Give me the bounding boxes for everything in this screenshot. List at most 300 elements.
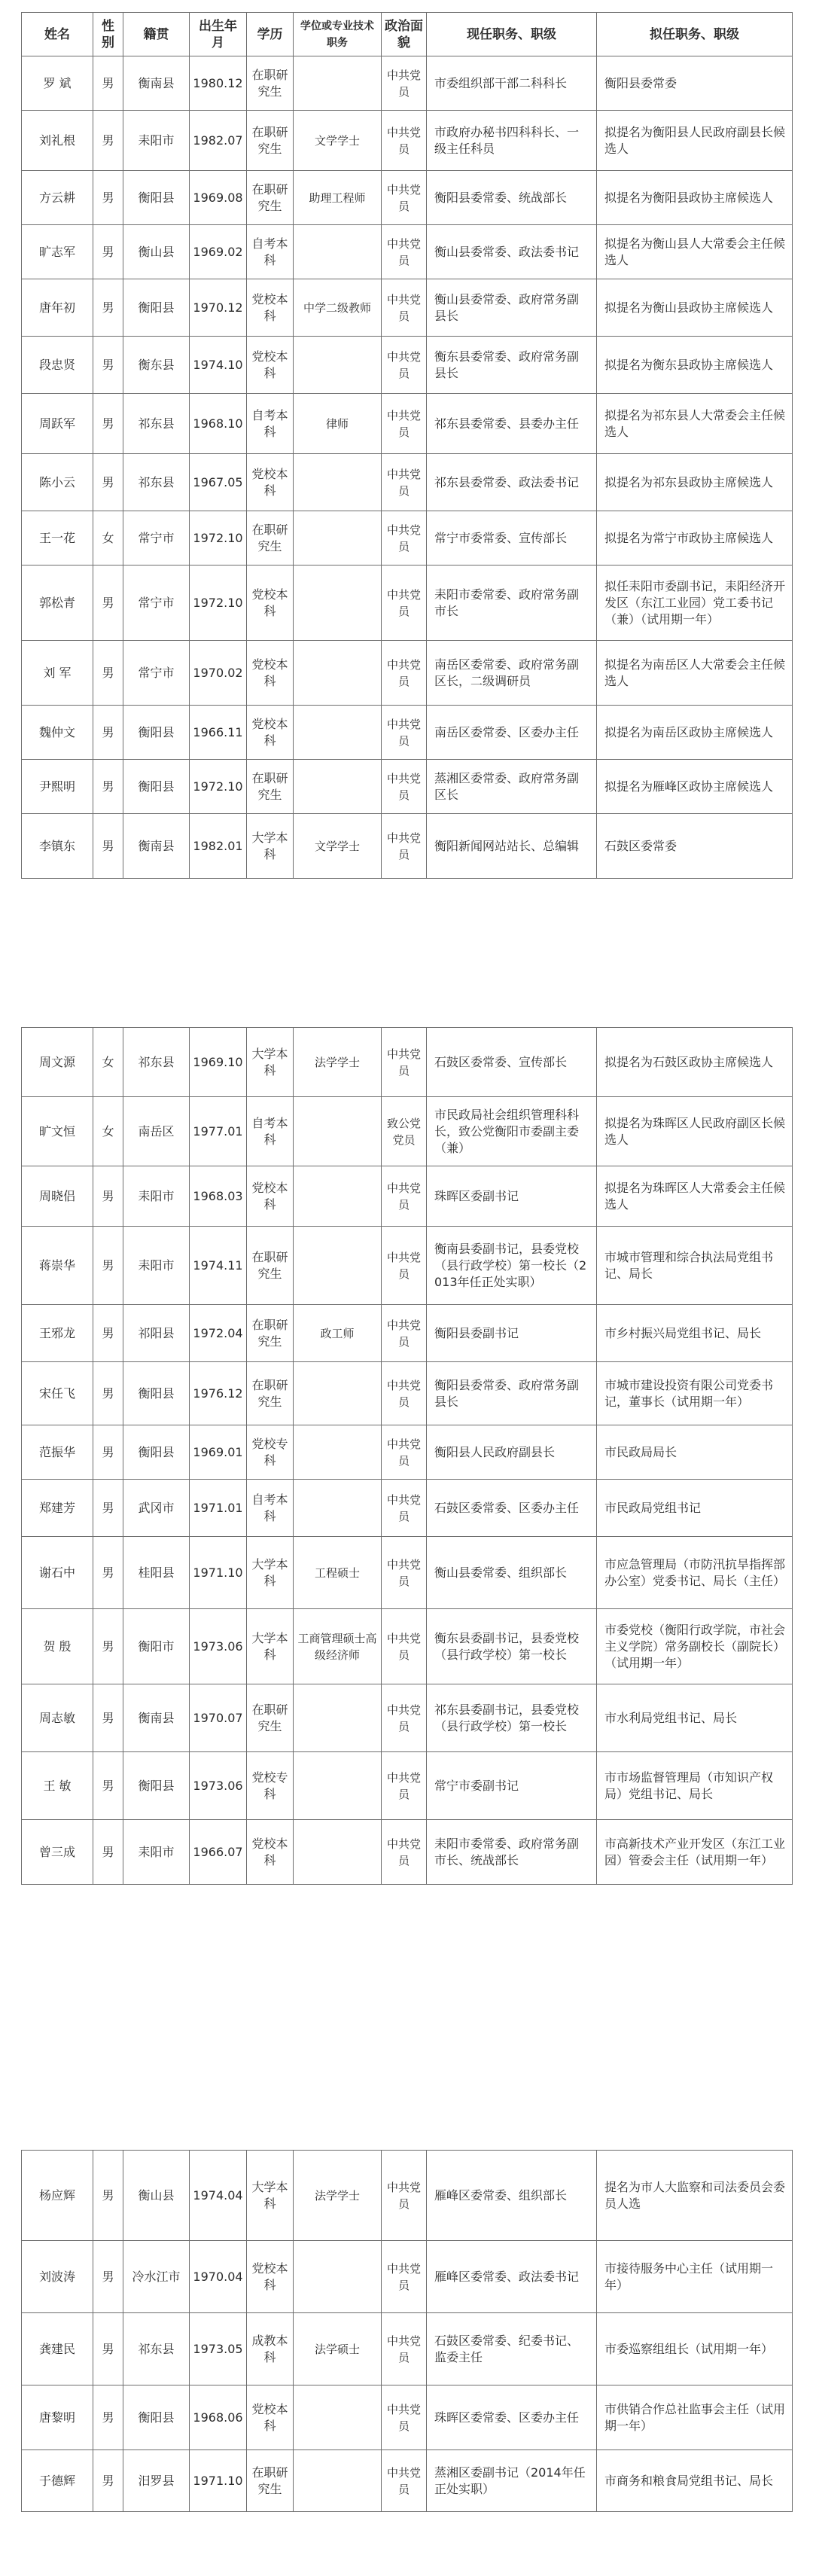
- cell-native-place: 衡东县: [123, 337, 190, 394]
- cell-birth: 1969.02: [190, 225, 247, 279]
- cell-education: 在职研究生: [247, 1305, 294, 1362]
- cell-proposed-post: 拟提名为常宁市政协主席候选人: [597, 511, 793, 566]
- cell-education: 党校专科: [247, 1752, 294, 1820]
- table-row: [22, 1028, 793, 1097]
- cell-name: 旷志军: [22, 225, 93, 279]
- cell-native-place: 祁东县: [123, 1028, 190, 1097]
- cell-education: 在职研究生: [247, 1227, 294, 1305]
- cell-native-place: 衡南县: [123, 1684, 190, 1752]
- cell-name: 龚建民: [22, 2313, 93, 2385]
- cell-gender: 男: [93, 394, 123, 454]
- cell-degree: [294, 1166, 382, 1227]
- cell-native-place: 祁东县: [123, 2313, 190, 2385]
- cell-current-post: 蒸湘区委副书记（2014年任正处实职）: [427, 2450, 597, 2512]
- cell-gender: 男: [93, 1227, 123, 1305]
- table-row: [22, 394, 793, 454]
- cell-gender: 男: [93, 1305, 123, 1362]
- cell-current-post: 南岳区委常委、政府常务副区长，二级调研员: [427, 641, 597, 706]
- cell-name: 贺 殷: [22, 1609, 93, 1684]
- cell-degree: 律师: [294, 394, 382, 454]
- cell-proposed-post: 市城市管理和综合执法局党组书记、局长: [597, 1227, 793, 1305]
- cell-name: 刘波涛: [22, 2241, 93, 2313]
- cell-political-status: 中共党员: [382, 1820, 427, 1885]
- cell-native-place: 武冈市: [123, 1480, 190, 1537]
- cell-political-status: 中共党员: [382, 511, 427, 566]
- cell-education: 党校本科: [247, 641, 294, 706]
- cell-political-status: 致公党党员: [382, 1097, 427, 1166]
- cell-political-status: 中共党员: [382, 225, 427, 279]
- cell-gender: 男: [93, 2313, 123, 2385]
- table-row: [22, 1480, 793, 1537]
- cell-proposed-post: 拟提名为祁东县政协主席候选人: [597, 454, 793, 511]
- table-row: [22, 2151, 793, 2241]
- cell-name: 于德辉: [22, 2450, 93, 2512]
- cell-education: 自考本科: [247, 394, 294, 454]
- cell-birth: 1969.08: [190, 171, 247, 225]
- cell-proposed-post: 拟提名为南岳区人大常委会主任候选人: [597, 641, 793, 706]
- cell-current-post: 珠晖区委常委、区委办主任: [427, 2385, 597, 2450]
- cell-name: 周志敏: [22, 1684, 93, 1752]
- cell-gender: 男: [93, 2241, 123, 2313]
- cell-political-status: 中共党员: [382, 2241, 427, 2313]
- cell-gender: 男: [93, 2450, 123, 2512]
- cell-gender: 男: [93, 2385, 123, 2450]
- cell-education: 自考本科: [247, 225, 294, 279]
- cell-gender: 男: [93, 171, 123, 225]
- cell-current-post: 石鼓区委常委、区委办主任: [427, 1480, 597, 1537]
- cell-gender: 男: [93, 454, 123, 511]
- cell-birth: 1971.10: [190, 2450, 247, 2512]
- cell-political-status: 中共党员: [382, 1362, 427, 1425]
- cell-current-post: 石鼓区委常委、纪委书记、监委主任: [427, 2313, 597, 2385]
- table-row: [22, 1752, 793, 1820]
- cell-gender: 男: [93, 1752, 123, 1820]
- table-row: [22, 1425, 793, 1480]
- cell-current-post: 耒阳市委常委、政府常务副市长: [427, 566, 597, 641]
- cell-native-place: 衡阳县: [123, 706, 190, 760]
- cell-birth: 1970.07: [190, 1684, 247, 1752]
- cell-current-post: 衡山县委常委、组织部长: [427, 1537, 597, 1609]
- column-header: 拟任职务、职级: [597, 13, 793, 56]
- cell-birth: 1972.04: [190, 1305, 247, 1362]
- cell-education: 党校本科: [247, 337, 294, 394]
- table-row: [22, 1820, 793, 1885]
- cell-birth: 1982.01: [190, 814, 247, 879]
- cell-proposed-post: 市民政局局长: [597, 1425, 793, 1480]
- cell-name: 罗 斌: [22, 56, 93, 111]
- column-header: 姓名: [22, 13, 93, 56]
- cell-degree: [294, 1820, 382, 1885]
- cell-current-post: 祁东县委副书记，县委党校（县行政学校）第一校长: [427, 1684, 597, 1752]
- table-row: [22, 706, 793, 760]
- cell-native-place: 祁东县: [123, 394, 190, 454]
- cell-gender: 男: [93, 1362, 123, 1425]
- cell-current-post: 衡东县委副书记，县委党校（县行政学校）第一校长: [427, 1609, 597, 1684]
- cell-native-place: 衡阳县: [123, 760, 190, 814]
- table-row: [22, 1097, 793, 1166]
- cell-gender: 男: [93, 706, 123, 760]
- cell-degree: 文学学士: [294, 814, 382, 879]
- cell-gender: 男: [93, 225, 123, 279]
- cell-native-place: 衡阳县: [123, 1752, 190, 1820]
- column-header: 出生年月: [190, 13, 247, 56]
- cell-political-status: 中共党员: [382, 394, 427, 454]
- table-row: [22, 2450, 793, 2512]
- cell-current-post: 石鼓区委常委、宣传部长: [427, 1028, 597, 1097]
- cell-proposed-post: 市水利局党组书记、局长: [597, 1684, 793, 1752]
- cell-proposed-post: 拟提名为珠晖区人大常委会主任候选人: [597, 1166, 793, 1227]
- cell-degree: [294, 566, 382, 641]
- cell-name: 段忠贤: [22, 337, 93, 394]
- cell-political-status: 中共党员: [382, 760, 427, 814]
- cell-degree: 法学学士: [294, 2151, 382, 2241]
- cell-proposed-post: 市乡村振兴局党组书记、局长: [597, 1305, 793, 1362]
- cell-current-post: 雁峰区委常委、组织部长: [427, 2151, 597, 2241]
- cell-birth: 1974.10: [190, 337, 247, 394]
- cell-degree: [294, 225, 382, 279]
- cell-name: 唐黎明: [22, 2385, 93, 2450]
- cell-current-post: 衡山县委常委、政法委书记: [427, 225, 597, 279]
- cell-current-post: 衡阳县委常委、政府常务副县长: [427, 1362, 597, 1425]
- cell-birth: 1972.10: [190, 566, 247, 641]
- cell-degree: 法学学士: [294, 1028, 382, 1097]
- cell-birth: 1977.01: [190, 1097, 247, 1166]
- cell-birth: 1973.06: [190, 1609, 247, 1684]
- cell-native-place: 衡南县: [123, 814, 190, 879]
- cell-native-place: 衡山县: [123, 2151, 190, 2241]
- cell-degree: [294, 454, 382, 511]
- cell-proposed-post: 市市场监督管理局（市知识产权局）党组书记、局长: [597, 1752, 793, 1820]
- cell-gender: 男: [93, 760, 123, 814]
- cell-gender: 男: [93, 1684, 123, 1752]
- cell-political-status: 中共党员: [382, 1752, 427, 1820]
- cell-education: 党校本科: [247, 1166, 294, 1227]
- cell-degree: [294, 1227, 382, 1305]
- cell-name: 宋任飞: [22, 1362, 93, 1425]
- table-row: [22, 2385, 793, 2450]
- header-row: [22, 13, 793, 56]
- cell-political-status: 中共党员: [382, 1227, 427, 1305]
- cell-education: 党校本科: [247, 454, 294, 511]
- cell-native-place: 耒阳市: [123, 111, 190, 171]
- cell-native-place: 衡阳县: [123, 1362, 190, 1425]
- table-row: [22, 814, 793, 879]
- cell-current-post: 衡山县委常委、政府常务副县长: [427, 279, 597, 337]
- cell-name: 曾三成: [22, 1820, 93, 1885]
- cell-education: 在职研究生: [247, 511, 294, 566]
- cell-proposed-post: 石鼓区委常委: [597, 814, 793, 879]
- table-block-3: [21, 2150, 792, 2512]
- cell-name: 谢石中: [22, 1537, 93, 1609]
- cell-proposed-post: 拟提名为衡山县政协主席候选人: [597, 279, 793, 337]
- cell-education: 党校本科: [247, 566, 294, 641]
- cell-gender: 男: [93, 1425, 123, 1480]
- cell-native-place: 衡阳县: [123, 1425, 190, 1480]
- cell-gender: 男: [93, 1820, 123, 1885]
- cell-education: 大学本科: [247, 1609, 294, 1684]
- cell-gender: 男: [93, 337, 123, 394]
- cell-proposed-post: 市高新技术产业开发区（东江工业园）管委会主任（试用期一年）: [597, 1820, 793, 1885]
- cell-degree: [294, 1752, 382, 1820]
- cell-proposed-post: 市商务和粮食局党组书记、局长: [597, 2450, 793, 2512]
- cell-gender: 男: [93, 279, 123, 337]
- column-header: 学位或专业技术职务: [294, 13, 382, 56]
- cell-native-place: 常宁市: [123, 641, 190, 706]
- cell-current-post: 祁东县委常委、政法委书记: [427, 454, 597, 511]
- cell-native-place: 汨罗县: [123, 2450, 190, 2512]
- cell-current-post: 衡阳县委常委、统战部长: [427, 171, 597, 225]
- cell-gender: 男: [93, 1537, 123, 1609]
- cell-name: 唐年初: [22, 279, 93, 337]
- cell-birth: 1969.10: [190, 1028, 247, 1097]
- cell-political-status: 中共党员: [382, 1609, 427, 1684]
- cell-political-status: 中共党员: [382, 566, 427, 641]
- cell-name: 范振华: [22, 1425, 93, 1480]
- cell-political-status: 中共党员: [382, 1166, 427, 1227]
- table-row: [22, 511, 793, 566]
- cell-current-post: 耒阳市委常委、政府常务副市长、统战部长: [427, 1820, 597, 1885]
- cell-native-place: 耒阳市: [123, 1227, 190, 1305]
- cell-proposed-post: 拟提名为祁东县人大常委会主任候选人: [597, 394, 793, 454]
- cell-education: 党校本科: [247, 279, 294, 337]
- cell-birth: 1969.01: [190, 1425, 247, 1480]
- table-block-2: [21, 1027, 792, 1885]
- cell-degree: 中学二级教师: [294, 279, 382, 337]
- cell-current-post: 市政府办秘书四科科长、一级主任科员: [427, 111, 597, 171]
- table-row: [22, 454, 793, 511]
- cell-name: 刘礼根: [22, 111, 93, 171]
- cell-proposed-post: 市民政局党组书记: [597, 1480, 793, 1537]
- cell-birth: 1974.11: [190, 1227, 247, 1305]
- table-row: [22, 1227, 793, 1305]
- cell-proposed-post: 拟提名为衡山县人大常委会主任候选人: [597, 225, 793, 279]
- cell-education: 成教本科: [247, 2313, 294, 2385]
- cell-current-post: 常宁市委副书记: [427, 1752, 597, 1820]
- cell-birth: 1972.10: [190, 511, 247, 566]
- cell-current-post: 珠晖区委副书记: [427, 1166, 597, 1227]
- cell-native-place: 常宁市: [123, 566, 190, 641]
- cell-degree: [294, 56, 382, 111]
- cell-political-status: 中共党员: [382, 2151, 427, 2241]
- personnel-table: [21, 1027, 793, 1885]
- cell-name: 李镇东: [22, 814, 93, 879]
- cell-gender: 女: [93, 511, 123, 566]
- cell-birth: 1970.12: [190, 279, 247, 337]
- cell-education: 在职研究生: [247, 1362, 294, 1425]
- cell-proposed-post: 拟提名为衡阳县人民政府副县长候选人: [597, 111, 793, 171]
- cell-political-status: 中共党员: [382, 1537, 427, 1609]
- cell-proposed-post: 市城市建设投资有限公司党委书记，董事长（试用期一年）: [597, 1362, 793, 1425]
- cell-native-place: 冷水江市: [123, 2241, 190, 2313]
- cell-degree: [294, 760, 382, 814]
- table-row: [22, 2313, 793, 2385]
- cell-proposed-post: 拟任耒阳市委副书记，耒阳经济开发区（东江工业园）党工委书记（兼）（试用期一年）: [597, 566, 793, 641]
- cell-education: 大学本科: [247, 1537, 294, 1609]
- cell-name: 蒋崇华: [22, 1227, 93, 1305]
- column-header: 籍贯: [123, 13, 190, 56]
- table-row: [22, 111, 793, 171]
- cell-political-status: 中共党员: [382, 111, 427, 171]
- cell-current-post: 市民政局社会组织管理科科长，致公党衡阳市委副主委（兼）: [427, 1097, 597, 1166]
- cell-degree: [294, 511, 382, 566]
- cell-degree: [294, 706, 382, 760]
- cell-native-place: 祁阳县: [123, 1305, 190, 1362]
- cell-proposed-post: 衡阳县委常委: [597, 56, 793, 111]
- cell-degree: [294, 641, 382, 706]
- cell-education: 在职研究生: [247, 2450, 294, 2512]
- cell-native-place: 耒阳市: [123, 1820, 190, 1885]
- cell-native-place: 衡阳县: [123, 279, 190, 337]
- cell-political-status: 中共党员: [382, 2450, 427, 2512]
- cell-current-post: 衡阳县人民政府副县长: [427, 1425, 597, 1480]
- cell-birth: 1973.06: [190, 1752, 247, 1820]
- column-header: 政治面貌: [382, 13, 427, 56]
- table-row: [22, 1362, 793, 1425]
- cell-education: 大学本科: [247, 2151, 294, 2241]
- cell-degree: 工程硕士: [294, 1537, 382, 1609]
- cell-birth: 1970.04: [190, 2241, 247, 2313]
- cell-political-status: 中共党员: [382, 2385, 427, 2450]
- cell-proposed-post: 市应急管理局（市防汛抗旱指挥部办公室）党委书记、局长（主任）: [597, 1537, 793, 1609]
- cell-birth: 1967.05: [190, 454, 247, 511]
- cell-native-place: 祁东县: [123, 454, 190, 511]
- cell-gender: 男: [93, 1480, 123, 1537]
- personnel-table: [21, 12, 793, 879]
- cell-native-place: 衡阳县: [123, 2385, 190, 2450]
- cell-education: 党校本科: [247, 2241, 294, 2313]
- table-row: [22, 225, 793, 279]
- cell-proposed-post: 市委党校（衡阳行政学院，市社会主义学院）常务副校长（副院长）（试用期一年）: [597, 1609, 793, 1684]
- cell-political-status: 中共党员: [382, 1028, 427, 1097]
- cell-education: 在职研究生: [247, 171, 294, 225]
- cell-native-place: 衡南县: [123, 56, 190, 111]
- cell-proposed-post: 市供销合作总社监事会主任（试用期一年）: [597, 2385, 793, 2450]
- cell-current-post: 衡南县委副书记，县委党校（县行政学校）第一校长（2013年任正处实职）: [427, 1227, 597, 1305]
- cell-degree: [294, 2385, 382, 2450]
- cell-current-post: 市委组织部干部二科科长: [427, 56, 597, 111]
- cell-gender: 男: [93, 2151, 123, 2241]
- table-row: [22, 1166, 793, 1227]
- cell-political-status: 中共党员: [382, 279, 427, 337]
- table-row: [22, 1684, 793, 1752]
- cell-political-status: 中共党员: [382, 814, 427, 879]
- column-header: 学历: [247, 13, 294, 56]
- cell-proposed-post: 拟提名为衡阳县政协主席候选人: [597, 171, 793, 225]
- cell-political-status: 中共党员: [382, 56, 427, 111]
- cell-native-place: 衡山县: [123, 225, 190, 279]
- cell-education: 党校本科: [247, 1820, 294, 1885]
- cell-education: 在职研究生: [247, 111, 294, 171]
- cell-gender: 男: [93, 1166, 123, 1227]
- cell-name: 周晓侣: [22, 1166, 93, 1227]
- table-row: [22, 337, 793, 394]
- column-header: 性别: [93, 13, 123, 56]
- cell-current-post: 南岳区委常委、区委办主任: [427, 706, 597, 760]
- cell-education: 在职研究生: [247, 760, 294, 814]
- column-header: 现任职务、职级: [427, 13, 597, 56]
- table-row: [22, 1305, 793, 1362]
- cell-proposed-post: 拟提名为珠晖区人民政府副区长候选人: [597, 1097, 793, 1166]
- cell-political-status: 中共党员: [382, 171, 427, 225]
- cell-gender: 男: [93, 566, 123, 641]
- cell-name: 周文源: [22, 1028, 93, 1097]
- cell-name: 陈小云: [22, 454, 93, 511]
- cell-name: 郭松青: [22, 566, 93, 641]
- cell-degree: 法学硕士: [294, 2313, 382, 2385]
- cell-birth: 1971.01: [190, 1480, 247, 1537]
- cell-birth: 1968.10: [190, 394, 247, 454]
- table-row: [22, 2241, 793, 2313]
- cell-political-status: 中共党员: [382, 1305, 427, 1362]
- cell-name: 尹熙明: [22, 760, 93, 814]
- table-row: [22, 171, 793, 225]
- cell-birth: 1970.02: [190, 641, 247, 706]
- cell-proposed-post: 提名为市人大监察和司法委员会委员人选: [597, 2151, 793, 2241]
- cell-current-post: 常宁市委常委、宣传部长: [427, 511, 597, 566]
- cell-education: 大学本科: [247, 1028, 294, 1097]
- cell-birth: 1968.03: [190, 1166, 247, 1227]
- cell-education: 党校本科: [247, 706, 294, 760]
- cell-name: 王 敏: [22, 1752, 93, 1820]
- cell-political-status: 中共党员: [382, 337, 427, 394]
- cell-name: 郑建芳: [22, 1480, 93, 1537]
- cell-native-place: 常宁市: [123, 511, 190, 566]
- cell-native-place: 衡阳县: [123, 171, 190, 225]
- cell-gender: 男: [93, 56, 123, 111]
- cell-degree: [294, 1480, 382, 1537]
- cell-political-status: 中共党员: [382, 706, 427, 760]
- cell-education: 在职研究生: [247, 1684, 294, 1752]
- cell-education: 党校专科: [247, 1425, 294, 1480]
- cell-gender: 女: [93, 1097, 123, 1166]
- cell-degree: [294, 1362, 382, 1425]
- cell-birth: 1966.11: [190, 706, 247, 760]
- cell-native-place: 桂阳县: [123, 1537, 190, 1609]
- cell-political-status: 中共党员: [382, 2313, 427, 2385]
- table-row: [22, 1537, 793, 1609]
- table-row: [22, 279, 793, 337]
- cell-proposed-post: 市接待服务中心主任（试用期一年）: [597, 2241, 793, 2313]
- personnel-table: [21, 2150, 793, 2512]
- cell-birth: 1972.10: [190, 760, 247, 814]
- cell-name: 杨应辉: [22, 2151, 93, 2241]
- cell-name: 王邪龙: [22, 1305, 93, 1362]
- cell-birth: 1968.06: [190, 2385, 247, 2450]
- cell-name: 王一花: [22, 511, 93, 566]
- cell-degree: 政工师: [294, 1305, 382, 1362]
- cell-gender: 女: [93, 1028, 123, 1097]
- cell-name: 旷文恒: [22, 1097, 93, 1166]
- cell-current-post: 衡阳县委副书记: [427, 1305, 597, 1362]
- cell-political-status: 中共党员: [382, 1425, 427, 1480]
- cell-proposed-post: 拟提名为雁峰区政协主席候选人: [597, 760, 793, 814]
- cell-political-status: 中共党员: [382, 454, 427, 511]
- cell-birth: 1973.05: [190, 2313, 247, 2385]
- cell-political-status: 中共党员: [382, 641, 427, 706]
- cell-birth: 1976.12: [190, 1362, 247, 1425]
- cell-degree: 文学学士: [294, 111, 382, 171]
- cell-degree: 工商管理硕士高级经济师: [294, 1609, 382, 1684]
- cell-gender: 男: [93, 814, 123, 879]
- cell-degree: [294, 1684, 382, 1752]
- cell-birth: 1974.04: [190, 2151, 247, 2241]
- cell-native-place: 衡阳市: [123, 1609, 190, 1684]
- table-row: [22, 760, 793, 814]
- cell-proposed-post: 拟提名为石鼓区政协主席候选人: [597, 1028, 793, 1097]
- cell-current-post: 雁峰区委常委、政法委书记: [427, 2241, 597, 2313]
- cell-education: 自考本科: [247, 1480, 294, 1537]
- cell-current-post: 衡东县委常委、政府常务副县长: [427, 337, 597, 394]
